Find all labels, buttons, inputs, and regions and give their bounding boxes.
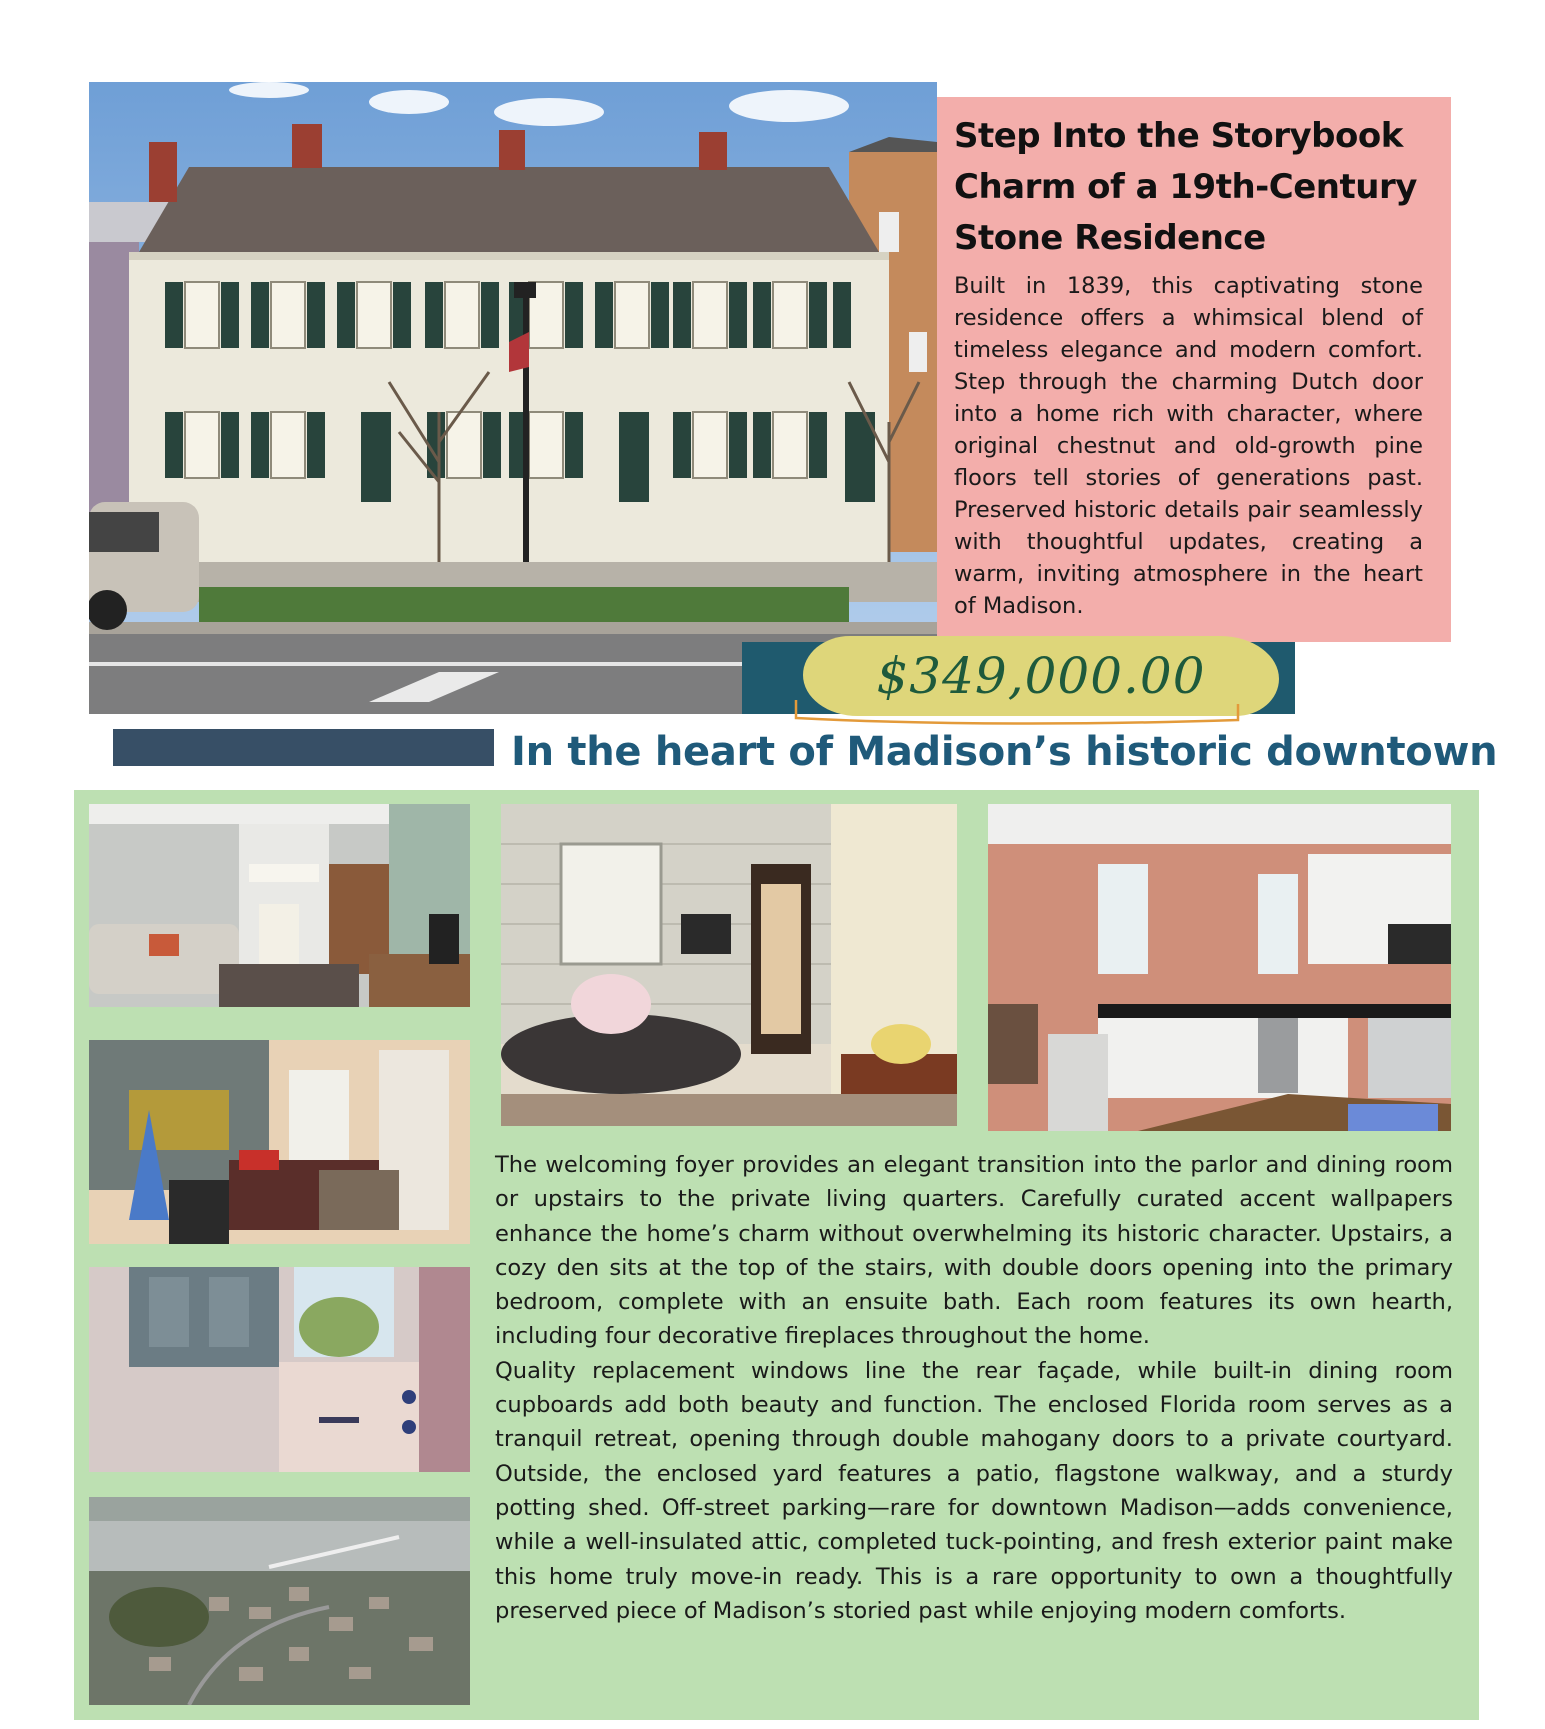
intro-description: Built in 1839, this captivating stone residence offers a whimsical blend of timeless elegance and modern comfort. Step through the charming Dutch door into a home rich with character, where original chestnut and old-growth pine floors tell stories of generations past. Preserved historic details pair seamlessly with thoughtful updates, creating a warm, inviting atmosphere in the heart of Madison. bbox=[954, 273, 1423, 619]
foyer-photo bbox=[501, 804, 957, 1126]
intro-panel bbox=[937, 97, 1451, 642]
listing-title: Step Into the Storybook Charm of a 19th-Century Stone Residence bbox=[954, 116, 1417, 258]
listing-price: $349,000.00 bbox=[876, 647, 1206, 705]
house-exterior-photo bbox=[89, 82, 937, 714]
description-paragraph: The welcoming foyer provides an elegant transition into the parlor and dining room or upstairs to the private living quarters. Carefully curated accent wallpapers enhance the home’s charm without overwhelming its historic character. Upstairs, a cozy den sits at the top of the stairs, with double doors opening into the primary bedroom, complete with an ensuite bath. Each room features its own hearth, including four decorative fireplaces throughout the home. bbox=[495, 1152, 1453, 1350]
property-description bbox=[495, 1148, 1453, 1628]
dining-room-photo bbox=[89, 1040, 470, 1244]
dutch-door-photo bbox=[89, 1267, 470, 1472]
tagline-bar bbox=[113, 729, 494, 766]
aerial-view-photo bbox=[89, 1497, 470, 1705]
living-room-photo bbox=[89, 804, 470, 1007]
description-paragraph: Quality replacement windows line the rear façade, while built-in dining room cupboards add both beauty and function. The enclosed Florida room serves as a tranquil retreat, opening through double mahogany doors to a private courtyard. Outside, the enclosed yard features a patio, flagstone walkway, and a sturdy potting shed. Off-street parking—rare for downtown Madison—adds convenience, while a well-insulated attic, completed tuck-pointing, and fresh exterior paint make this home truly move-in ready. This is a rare opportunity to own a thoughtfully preserved piece of Madison’s storied past while enjoying modern comforts. bbox=[495, 1357, 1453, 1624]
tagline: In the heart of Madison’s historic downtown bbox=[511, 729, 1498, 775]
kitchen-photo bbox=[988, 804, 1451, 1131]
